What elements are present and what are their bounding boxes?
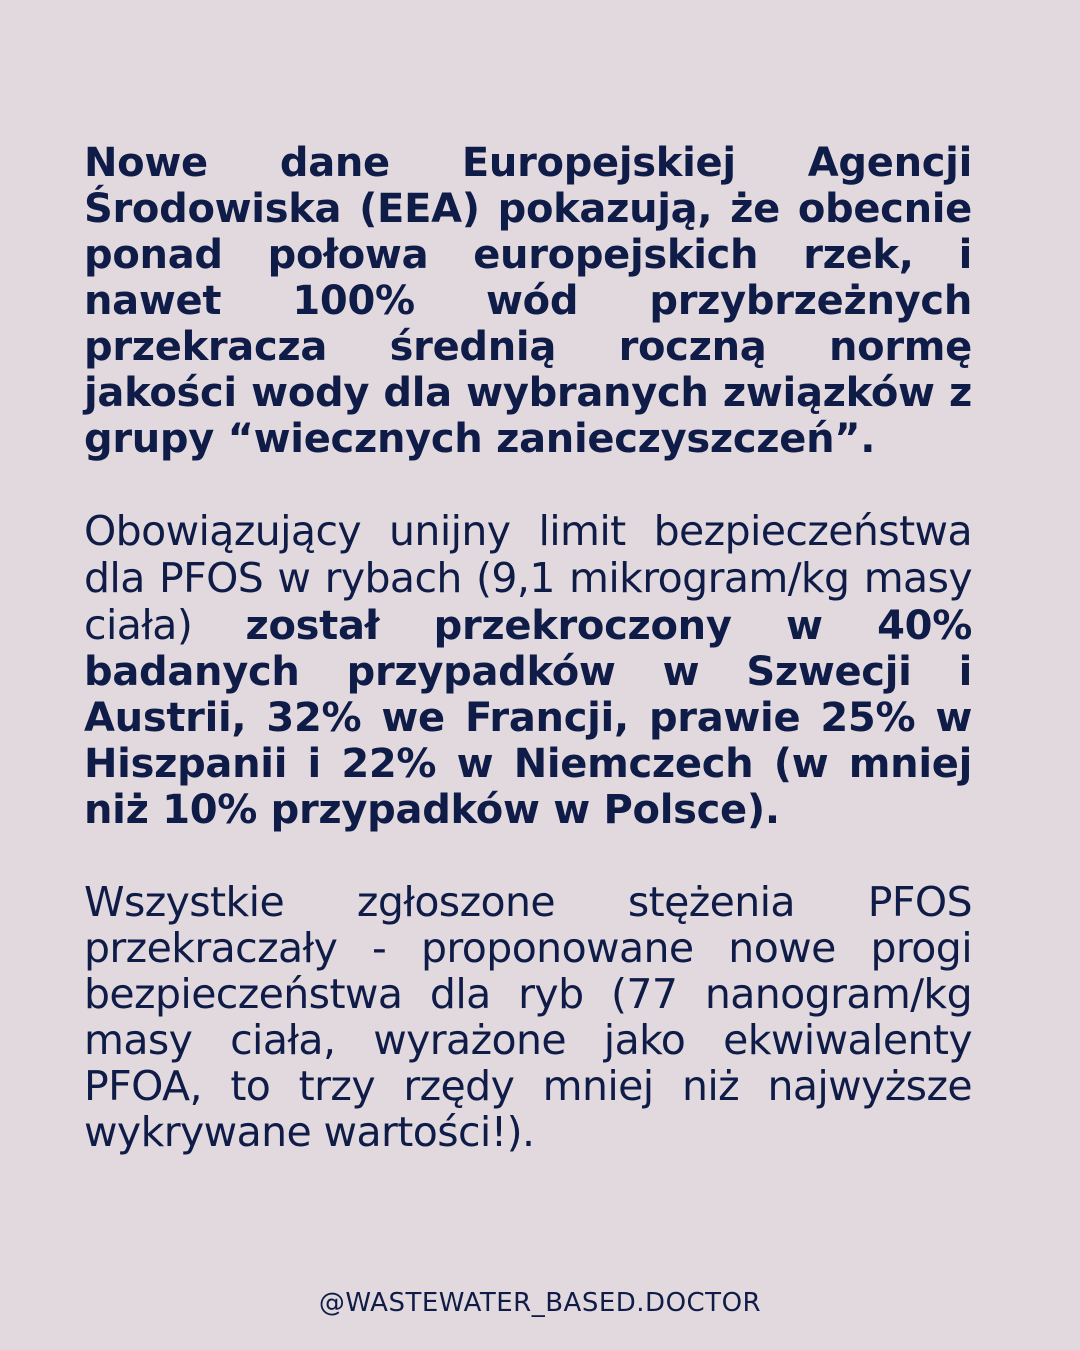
- paragraph-pfos-limit: [84, 508, 972, 833]
- paragraph-pfos-limit-regular: Obowiązujący unijny limit bezpieczeństwa dla PFOS w rybach (9,1 mikrogram/kg masy ciała): [84, 507, 972, 649]
- footer-handle: @WASTEWATER_BASED.DOCTOR: [318, 1288, 762, 1318]
- paragraph-pfos-limit-bold: został przekroczony w 40% badanych przypadków w Szwecji i Austrii, 32% we Francji, prawie 25% w Hiszpanii i 22% w Niemczech (w mniej niż 10% przypadków w Polsce).: [84, 603, 972, 833]
- post-content: [84, 140, 972, 1201]
- paragraph-eea-findings: Nowe dane Europejskiej Agencji Środowiska (EEA) pokazują, że obecnie ponad połowa europejskich rzek, i nawet 100% wód przybrzeżnych przekracza średnią roczną normę jakości wody dla wybranych związków z grupy “wiecznych zanieczyszczeń”.: [84, 140, 972, 462]
- paragraph-pfos-thresholds: Wszystkie zgłoszone stężenia PFOS przekraczały - proponowane nowe progi bezpieczeństwa dla ryb (77 nanogram/kg masy ciała, wyrażone jako ekwiwalenty PFOA, to trzy rzędy mniej niż najwyższe wykrywane wartości!).: [84, 878, 972, 1156]
